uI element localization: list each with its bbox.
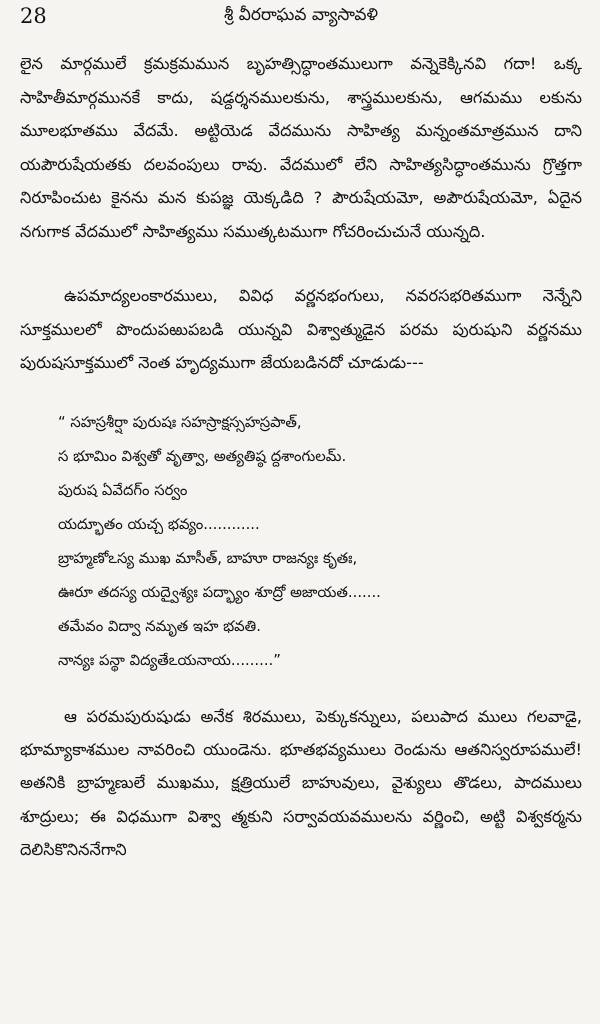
page-header	[20, 0, 582, 38]
verse-line: “ సహస్రశీర్షా పురుషః సహస్రాక్షస్సహస్రపాత్,	[58, 413, 302, 431]
body-paragraph	[20, 700, 582, 867]
body-paragraph	[20, 279, 582, 380]
verse-line: ఊరూ తదస్య యద్వైశ్యః పద్భ్యాం శూద్రో అజాయత.......	[58, 583, 381, 601]
body-paragraph-text: ఆ పరమపురుషుడు అనేక శిరములు, పెక్కుకన్నులు, పలుపాద ములు గలవాడై, భూమ్యాకాశముల నావరించి యుండెను. భూతభవ్యములు రెండును ఆతనిస్వరూపములే! అతనికి బ్రాహ్మణులే ముఖము, క్షత్రియులే బాహువులు, వైశ్యులు తొడలు, పాదములు శూద్రులు; ఈ విధముగా విశ్వా త్మకుని సర్వావయవములను వర్ణించి, అట్టి విశ్వకర్మను దెలిసికొనిననేగాని	[20, 706, 582, 860]
body-paragraph: లైన మార్గములే క్రమక్రమమున బృహత్సిద్ధాంతములుగా వన్నెకెక్కినవి గదా! ఒక్క సాహితీమార్గమునకే కాదు, షడ్దర్శనములకును, శాస్త్రములకును, ఆగమము లకును మూలభూతము వేదమే. అట్టియెడ వేదమును సాహిత్య మన్నంతమాత్రమున దాని యపౌరుషేయతకు దలవంపులు రావు. వేదములో లేని సాహిత్యసిద్ధాంతమును గ్రొత్తగా నిరూపించుట కైనను మన కుపజ్ఞ యెక్కడిది ? పౌరుషేయమో, అపౌరుషేయమో, ఏదైన నగుగాక వేదములో సాహిత్యము సముత్కటముగా గోచరించుచునే యున్నది.	[20, 54, 582, 241]
verse-line: బ్రాహ్మణోఽస్య ముఖ మాసీత్, బాహూ రాజన్యః కృతః,	[58, 549, 358, 567]
verse-line: తమేవం విద్వా నమృత ఇహ భవతి.	[58, 617, 261, 635]
quoted-verse	[58, 406, 582, 678]
page-number: 28	[20, 4, 47, 28]
verse-line: నాన్యః పన్థా విద్యతేఽయనాయ.........”	[58, 651, 281, 669]
verse-line: స భూమిం విశ్వతో వృత్వా, అత్యతిష్ఠ ద్దశాంగులమ్.	[58, 447, 347, 465]
verse-line: పురుష ఏవేదగ్ం సర్వం	[58, 481, 188, 499]
body-paragraph-text: ఉపమాద్యలంకారములు, వివిధ వర్ణనభంగులు, నవరసభరితముగా నెన్నేని సూక్తములలో పొందుపఱుపబడి యున్నవి విశ్వాత్ముడైన పరమ పురుషుని వర్ణనము పురుషసూక్తములో నెంత హృద్యముగా జేయబడినదో చూడుడు---	[20, 286, 582, 372]
running-title: శ్రీ వీరరాఘవ వ్యాసావళి	[224, 5, 378, 25]
verse-line: యద్భూతం యచ్చ భవ్యం............	[58, 515, 260, 533]
